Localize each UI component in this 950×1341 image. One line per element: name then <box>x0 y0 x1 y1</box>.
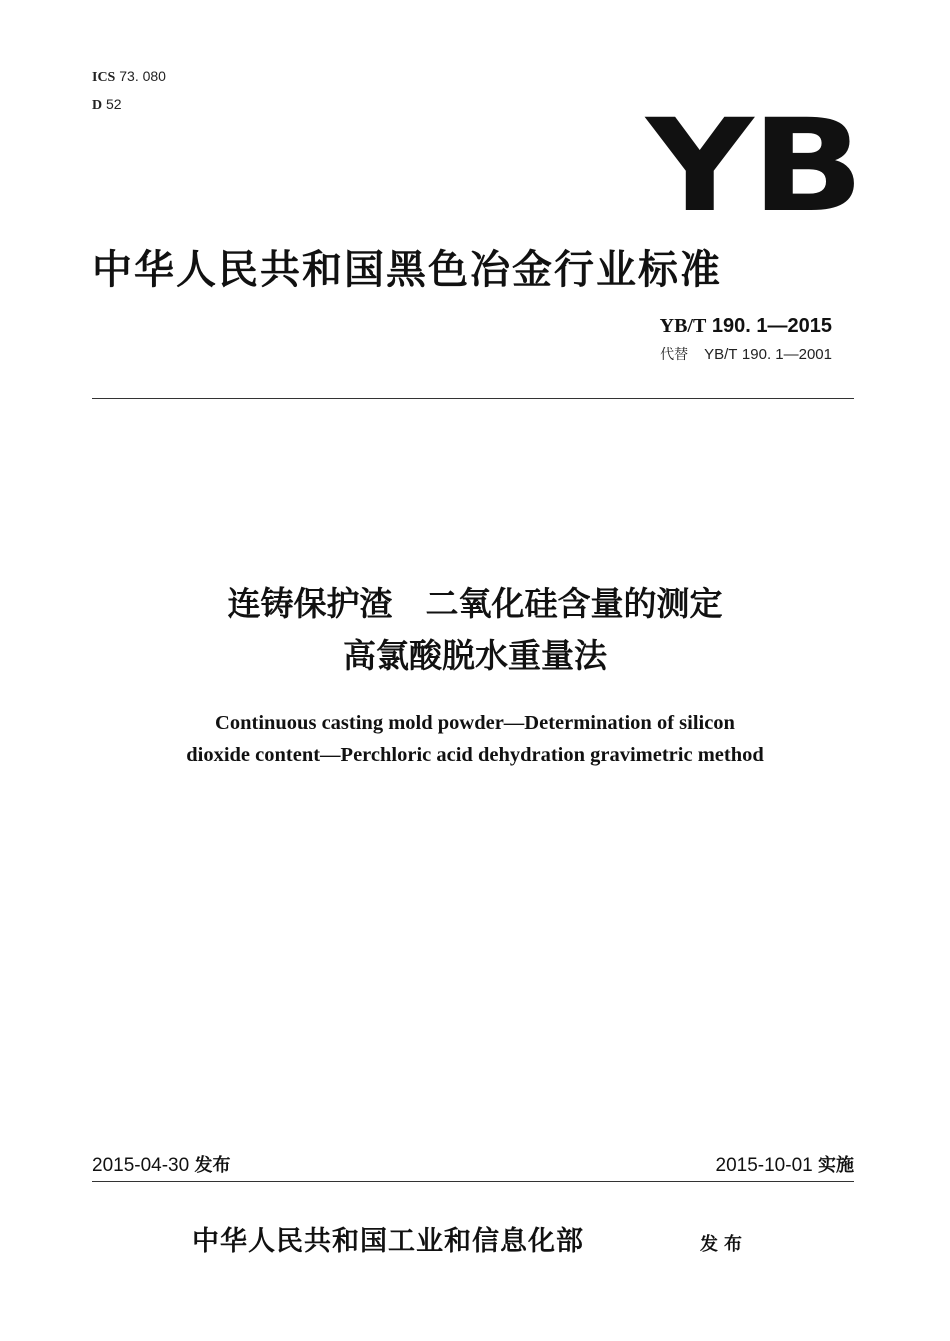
title-cn-line1: 连铸保护渣 二氧化硅含量的测定 <box>227 584 723 623</box>
ccs-number: 52 <box>106 96 122 112</box>
implementation-date-label: 实施 <box>818 1155 854 1176</box>
publisher-suffix: 发布 <box>700 1234 748 1255</box>
standard-code: 190. 1—2015 <box>711 315 832 337</box>
issue-date <box>92 1154 230 1178</box>
title-en-line2: dioxide content—Perchloric acid dehydration gravimetric method <box>186 744 764 766</box>
implementation-date <box>716 1154 854 1178</box>
ics-code <box>92 68 166 86</box>
replaces-label: 代替 <box>660 347 689 363</box>
publisher-name: 中华人民共和国工业和信息化部 <box>192 1226 584 1257</box>
ccs-code <box>92 96 122 114</box>
ics-label: ICS <box>92 70 116 85</box>
replaces-line <box>660 346 832 364</box>
issue-date-label: 发布 <box>194 1155 231 1176</box>
issue-date-value: 2015-04-30 <box>92 1155 190 1176</box>
header-divider <box>92 398 854 399</box>
footer-divider <box>92 1181 854 1182</box>
title-cn-line2: 高氯酸脱水重量法 <box>343 636 607 675</box>
title-en-line1: Continuous casting mold powder—Determination of silicon <box>215 712 735 734</box>
ccs-letter: D <box>92 98 103 113</box>
implementation-date-value: 2015-10-01 <box>715 1155 813 1176</box>
standard-prefix: YB/T <box>659 315 707 337</box>
yb-logo: YB <box>646 92 863 241</box>
standard-number <box>660 314 832 338</box>
standard-category-title: 中华人民共和国黑色冶金行业标准 <box>92 247 722 293</box>
replaces-number: 190. 1—2001 <box>741 346 832 363</box>
replaces-prefix: YB/T <box>704 346 738 363</box>
ics-number: 73. 080 <box>119 68 166 84</box>
